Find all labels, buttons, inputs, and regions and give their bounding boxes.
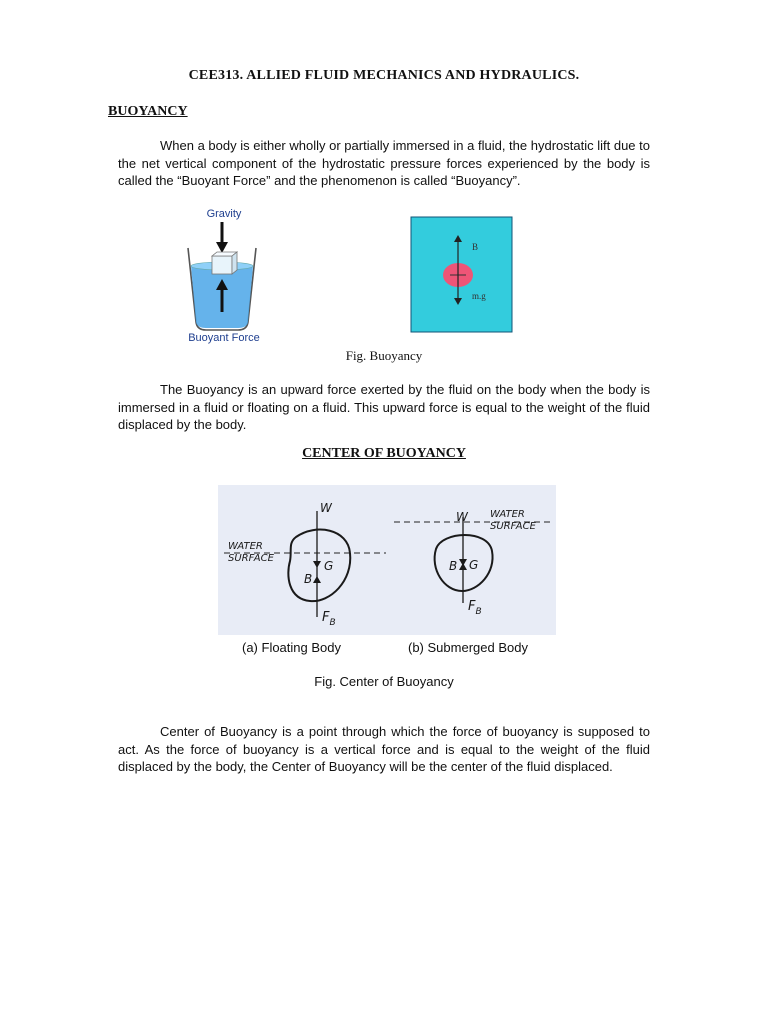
gravity-label: Gravity: [206, 208, 242, 220]
center-of-buoyancy-text: Center of Buoyancy is a point through which the force of buoyancy is supposed to act. As the force of buoyancy is a vertical force and is equal to the weight of the fluid displaced by the body, the Center of Buoyancy will be the center of the fluid displaced.: [118, 724, 650, 774]
buoyancy-symbol-label: B: [472, 242, 479, 252]
document-title: CEE313. ALLIED FLUID MECHANICS AND HYDRAULICS.: [188, 68, 580, 83]
buoyancy-center-label-right: B: [449, 559, 458, 573]
gravity-center-label: G: [324, 559, 334, 573]
buoyancy-explanation-text: The Buoyancy is an upward force exerted by the fluid on the body when the body is immersed in a fluid or floating on a fluid. This upward force is equal to the weight of the fluid displaced by the body.: [118, 382, 650, 432]
buoyant-force-label: Buoyant Force: [188, 332, 260, 344]
center-of-buoyancy-paragraph: [118, 723, 650, 776]
sub-caption-floating-body: (a) Floating Body: [242, 640, 341, 655]
weight-label: W: [320, 501, 332, 515]
center-of-buoyancy-figure-caption: Fig. Center of Buoyancy: [314, 674, 454, 689]
gravity-center-label-right: G: [469, 558, 479, 572]
gravity-arrow: [216, 222, 228, 253]
buoyancy-definition-paragraph: [118, 137, 650, 190]
weight-symbol-label: m.g: [472, 291, 486, 301]
glass-buoyancy-illustration: [176, 200, 276, 350]
buoyancy-figure-caption: Fig. Buoyancy: [345, 348, 423, 363]
buoyant-force-label: $F_B$: [322, 610, 336, 628]
buoyancy-center-label: B: [304, 572, 313, 586]
buoyancy-explanation-paragraph: [118, 381, 650, 434]
water-surface-label-right: WATER SURFACE: [490, 509, 536, 532]
buoyancy-definition-text: When a body is either wholly or partially immersed in a fluid, the hydrostatic lift due to the net vertical component of the hydrostatic pressure forces experienced by the body is called the “Buoyant Force” and the phenomenon is called “Buoyancy”.: [118, 138, 650, 188]
section-heading-center-of-buoyancy: CENTER OF BUOYANCY: [302, 446, 466, 461]
water-surface-label: WATER SURFACE: [228, 541, 274, 564]
weight-label-right: W: [456, 510, 468, 524]
section-heading-buoyancy: BUOYANCY: [108, 104, 188, 119]
ice-cube: [212, 252, 237, 274]
sub-caption-submerged-body: (b) Submerged Body: [408, 640, 528, 655]
body-in-fluid-diagram: [410, 216, 514, 334]
center-of-buoyancy-sketch: [218, 485, 556, 635]
buoyant-force-label-right: $F_B$: [468, 599, 482, 617]
